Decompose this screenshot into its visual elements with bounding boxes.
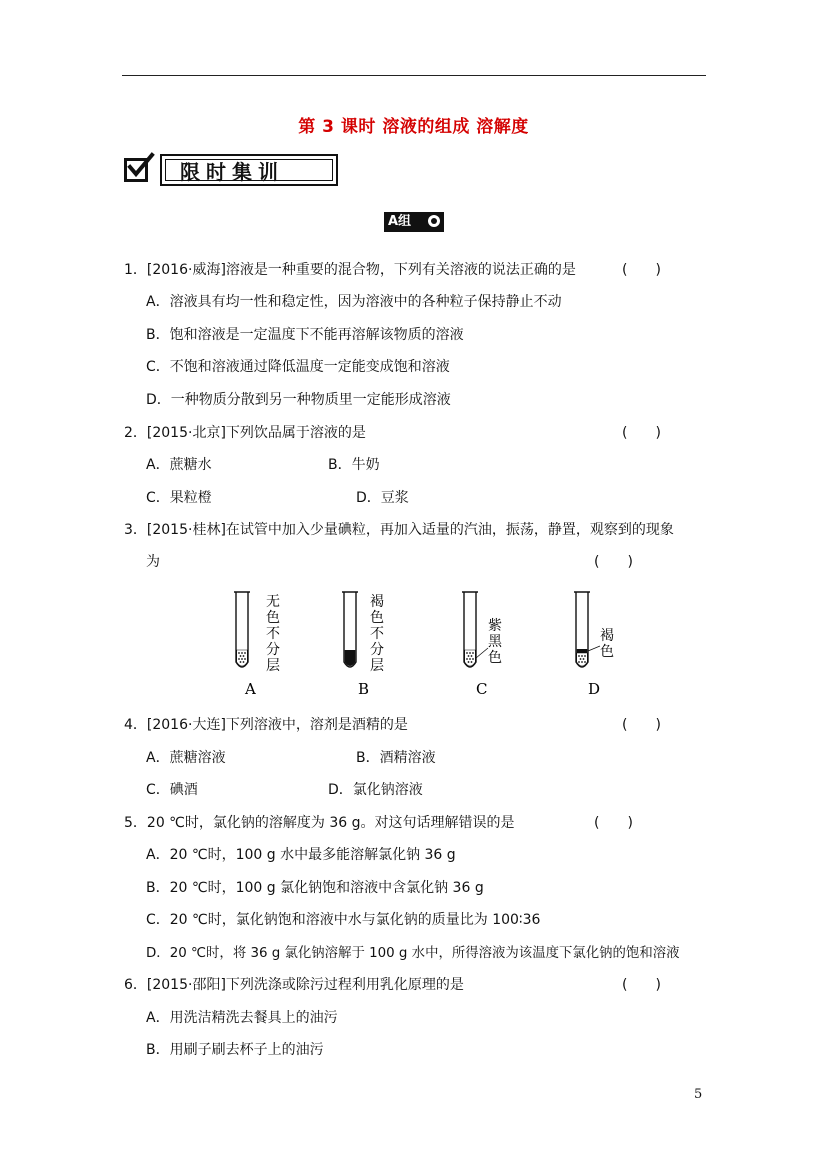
q1-option-a: A．溶液具有均一性和稳定性，因为溶液中的各种粒子保持静止不动 xyxy=(146,294,562,310)
q1-option-c: C．不饱和溶液通过降低温度一定能变成饱和溶液 xyxy=(146,359,450,375)
q1-option-b: B．饱和溶液是一定温度下不能再溶解该物质的溶液 xyxy=(146,327,464,343)
q3-stem: 3．[2015·桂林]在试管中加入少量碘粒，再加入适量的汽油，振荡，静置，观察到的现象 xyxy=(124,522,674,538)
q4-option-b: B．酒精溶液 xyxy=(356,750,436,766)
q2-option-b: B．牛奶 xyxy=(328,457,380,473)
q5-option-b: B．20 ℃时，100 g 氯化钠饱和溶液中含氯化钠 36 g xyxy=(146,880,484,896)
tube-a-label-2: 色 xyxy=(266,610,280,626)
q1-option-d: D．一种物质分散到另一种物质里一定能形成溶液 xyxy=(146,392,451,408)
group-label: A组 xyxy=(388,214,412,229)
tube-b-label-4: 分 xyxy=(370,642,384,658)
q3-answer-bracket: ( ) xyxy=(594,554,633,570)
header-rule xyxy=(122,75,706,76)
q4-option-d: D．氯化钠溶液 xyxy=(328,782,423,798)
q5-stem: 5．20 ℃时，氯化钠的溶解度为 36 g。对这句话理解错误的是 xyxy=(124,815,515,831)
q2-option-d: D．豆浆 xyxy=(356,490,409,506)
tube-a-label-5: 层 xyxy=(266,658,280,674)
q6-option-a: A．用洗洁精洗去餐具上的油污 xyxy=(146,1010,338,1026)
tube-c-label-2: 黑 xyxy=(488,634,502,650)
q6-answer-bracket: ( ) xyxy=(622,977,661,993)
page-number: 5 xyxy=(694,1087,703,1102)
tube-b xyxy=(342,592,384,698)
tube-d xyxy=(574,592,614,698)
tube-b-label-1: 褐 xyxy=(370,594,384,610)
tube-a-label-4: 分 xyxy=(266,642,280,658)
tube-d-leader xyxy=(588,646,600,651)
tube-a xyxy=(234,592,280,698)
tube-d-letter: D xyxy=(588,680,601,698)
q4-option-a: A．蔗糖溶液 xyxy=(146,750,226,766)
section-banner xyxy=(124,154,340,188)
tube-c-label-3: 色 xyxy=(488,650,502,666)
q2-answer-bracket: ( ) xyxy=(622,425,661,441)
tube-b-label-5: 层 xyxy=(370,658,384,674)
q5-option-d: D．20 ℃时，将 36 g 氯化钠溶解于 100 g 水中，所得溶液为该温度下氯化钠的饱和溶液 xyxy=(146,946,680,961)
checkbox-icon xyxy=(124,158,148,182)
tube-a-letter: A xyxy=(245,680,256,698)
q5-answer-bracket: ( ) xyxy=(594,815,633,831)
q5-option-c: C．20 ℃时，氯化钠饱和溶液中水与氯化钠的质量比为 100∶36 xyxy=(146,912,541,928)
tube-c-leader xyxy=(476,648,488,658)
q2-option-c: C．果粒橙 xyxy=(146,490,212,506)
tube-a-label-1: 无 xyxy=(266,594,280,610)
tube-c-label-1: 紫 xyxy=(488,618,502,634)
q3-stem-continued: 为 xyxy=(146,554,160,570)
q6-option-b: B．用刷子刷去杯子上的油污 xyxy=(146,1042,324,1058)
tube-b-letter: B xyxy=(358,680,370,698)
q2-stem: 2．[2015·北京]下列饮品属于溶液的是 xyxy=(124,425,366,441)
q5-option-a: A．20 ℃时，100 g 水中最多能溶解氯化钠 36 g xyxy=(146,847,456,863)
q1-answer-bracket: ( ) xyxy=(622,262,661,278)
q6-stem: 6．[2015·邵阳]下列洗涤或除污过程利用乳化原理的是 xyxy=(124,977,464,993)
group-badge xyxy=(384,212,444,232)
q4-stem: 4．[2016·大连]下列溶液中，溶剂是酒精的是 xyxy=(124,717,408,733)
tube-c xyxy=(462,592,503,698)
magnify-icon xyxy=(428,215,440,227)
test-tube-figure xyxy=(230,588,630,700)
q4-option-c: C．碘酒 xyxy=(146,782,198,798)
lesson-title: 第 3 课时 溶液的组成 溶解度 xyxy=(298,117,529,137)
q2-option-a: A．蔗糖水 xyxy=(146,457,212,473)
tube-b-label-2: 色 xyxy=(370,610,384,626)
banner-label: 限时集训 xyxy=(165,159,333,181)
q1-stem: 1．[2016·威海]溶液是一种重要的混合物，下列有关溶液的说法正确的是 xyxy=(124,262,576,278)
tube-b-label-3: 不 xyxy=(370,626,384,642)
q4-answer-bracket: ( ) xyxy=(622,717,661,733)
tube-a-label-3: 不 xyxy=(266,626,280,642)
tube-d-label-2: 色 xyxy=(600,644,614,660)
banner-label-box xyxy=(160,154,338,186)
tube-c-letter: C xyxy=(476,680,488,698)
tube-d-label-1: 褐 xyxy=(600,628,614,644)
